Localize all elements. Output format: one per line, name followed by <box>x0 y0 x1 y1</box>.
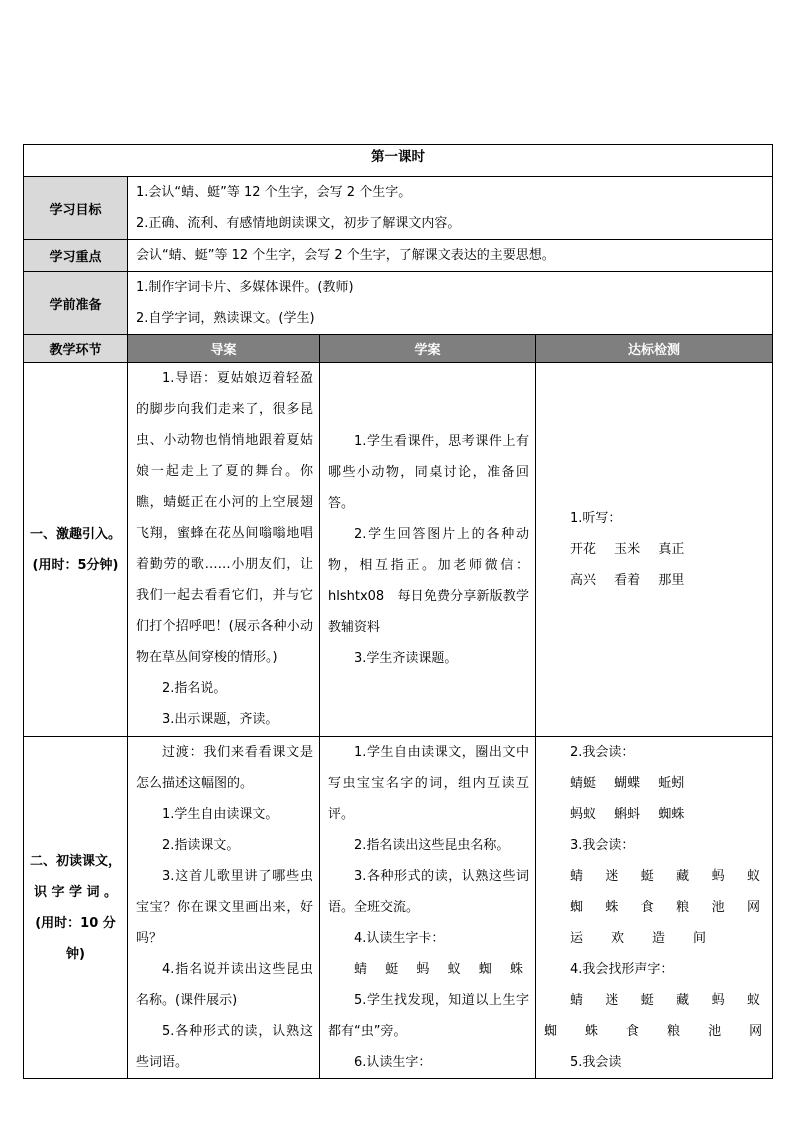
char-row <box>544 923 766 954</box>
char: 蚂 <box>711 993 725 1008</box>
char-card: 蚂 <box>416 962 430 977</box>
word: 蜻蜓 <box>570 776 597 791</box>
word-row <box>544 799 766 830</box>
focus-text: 会认“蜻、蜓”等 12 个生字，会写 2 个生字，了解课文表达的主要思想。 <box>136 248 555 263</box>
char-card: 蜘 <box>478 962 492 977</box>
header-stage: 教学环节 <box>24 335 128 363</box>
char-card-row <box>328 954 529 985</box>
stage-1-check <box>536 363 773 737</box>
char: 蜻 <box>570 993 584 1008</box>
check-heading: 1.听写： <box>570 511 622 526</box>
check-heading: 2.我会读： <box>570 745 635 760</box>
char: 网 <box>749 1024 763 1039</box>
study-paragraph: 1.学生看课件，思考课件上有哪些小动物，同桌讨论，准备回答。 <box>328 433 529 511</box>
char: 欢 <box>611 931 625 946</box>
goals-content <box>128 177 773 240</box>
lesson-plan-table <box>23 144 773 1079</box>
stage-2-line: (用时：10 分 <box>35 915 116 931</box>
char: 食 <box>640 900 654 915</box>
char: 粮 <box>667 1024 681 1039</box>
study-paragraph: 6.认读生字： <box>354 1055 432 1070</box>
dictation-row <box>544 534 766 565</box>
guide-paragraph: 1.学生自由读课文。 <box>162 807 279 822</box>
char: 蜓 <box>640 993 654 1008</box>
guide-paragraph: 1.导语：夏姑娘迈着轻盈的脚步向我们走来了，很多昆虫、小动物也悄悄地跟着夏姑娘一起走上了夏的舞台。你瞧，蜻蜓正在小河的上空展翅飞翔，蜜蜂在花丛间嗡嗡地唱着勤劳的歌……小朋友们，让我们一起去看看它们，并与它们打个招呼吧！(展示各种小动物在草丛间穿梭的情形。) <box>136 371 313 665</box>
char-card: 蜓 <box>385 962 399 977</box>
char: 蜻 <box>570 869 584 884</box>
check-heading: 4.我会找形声字： <box>570 962 674 977</box>
prep-label: 学前准备 <box>24 272 128 335</box>
focus-content <box>128 240 773 272</box>
char: 造 <box>652 931 666 946</box>
stage-2-line: 二、初读课文， <box>29 853 121 869</box>
dictation-word: 开花 <box>570 542 597 557</box>
dictation-word: 高兴 <box>570 573 597 588</box>
study-paragraph: 5.学生找发现，知道以上生字都有“虫”旁。 <box>328 993 529 1039</box>
guide-paragraph: 2.指名说。 <box>162 681 227 696</box>
char: 蛛 <box>585 1024 599 1039</box>
char-card: 蜻 <box>354 962 368 977</box>
prep-content <box>128 272 773 335</box>
char-row <box>544 1016 766 1047</box>
char: 运 <box>570 931 584 946</box>
stage-2-study <box>320 737 536 1079</box>
word: 蚂蚁 <box>570 807 597 822</box>
goals-label: 学习目标 <box>24 177 128 240</box>
guide-paragraph: 4.指名说并读出这些昆虫名称。(课件展示) <box>136 962 313 1008</box>
stage-1-line: 一、激趣引入。 <box>29 526 121 542</box>
char: 网 <box>746 900 760 915</box>
check-heading: 5.我会读 <box>570 1055 622 1070</box>
study-paragraph: 2.指名读出这些昆虫名称。 <box>354 838 510 853</box>
char: 蜘 <box>544 1024 558 1039</box>
char: 蛛 <box>605 900 619 915</box>
focus-label: 学习重点 <box>24 240 128 272</box>
prep-line: 2.自学字词，熟读课文。(学生) <box>136 311 315 326</box>
guide-paragraph: 2.指读课文。 <box>162 838 240 853</box>
dictation-word: 那里 <box>658 573 685 588</box>
char: 粮 <box>676 900 690 915</box>
char: 食 <box>626 1024 640 1039</box>
guide-paragraph: 5.各种形式的读，认熟这些词语。 <box>136 1024 313 1070</box>
dictation-word: 看着 <box>614 573 641 588</box>
char: 蚂 <box>711 869 725 884</box>
guide-paragraph: 过渡：我们来看看课文是怎么描述这幅图的。 <box>136 745 313 791</box>
stage-1-line: (用时：5分钟) <box>32 557 119 573</box>
char: 藏 <box>676 993 690 1008</box>
char: 藏 <box>676 869 690 884</box>
goal-line: 1.会认“蜻、蜓”等 12 个生字，会写 2 个生字。 <box>136 185 412 200</box>
prep-line: 1.制作字词卡片、多媒体课件。(教师) <box>136 280 354 295</box>
check-heading: 3.我会读： <box>570 838 635 853</box>
char: 蚁 <box>746 993 760 1008</box>
study-paragraph: 3.学生齐读课题。 <box>354 650 458 666</box>
study-paragraph: 2.学生回答图片上的各种动物，相互指正。加老师微信：hlshtx08 每日免费分享新版教学教辅资料 <box>328 526 529 635</box>
word: 蚯蚓 <box>658 776 685 791</box>
char-row <box>544 861 766 892</box>
stage-2-check <box>536 737 773 1079</box>
char-card: 蛛 <box>509 962 523 977</box>
char: 蜓 <box>640 869 654 884</box>
char-card: 蚁 <box>447 962 461 977</box>
char-row <box>544 985 766 1016</box>
study-paragraph: 3.各种形式的读，认熟这些词语。全班交流。 <box>328 869 529 915</box>
stage-1-study <box>320 363 536 737</box>
study-paragraph: 4.认读生字卡： <box>354 931 445 946</box>
char: 迷 <box>605 993 619 1008</box>
word-row <box>544 768 766 799</box>
char: 迷 <box>605 869 619 884</box>
char: 池 <box>711 900 725 915</box>
guide-paragraph: 3.这首儿歌里讲了哪些虫宝宝？你在课文里画出来，好吗？ <box>136 869 313 946</box>
stage-2-line: 钟) <box>66 946 85 962</box>
word: 蝌蚪 <box>614 807 641 822</box>
stage-2-label <box>24 737 128 1079</box>
stage-1-guide <box>128 363 320 737</box>
study-paragraph: 1.学生自由读课文，圈出文中写虫宝宝名字的词，组内互读互评。 <box>328 745 529 822</box>
dictation-word: 真正 <box>658 542 685 557</box>
char: 池 <box>708 1024 722 1039</box>
char: 蚁 <box>746 869 760 884</box>
char: 间 <box>693 931 707 946</box>
char: 蜘 <box>570 900 584 915</box>
goal-line: 2.正确、流利、有感情地朗读课文，初步了解课文内容。 <box>136 216 461 231</box>
stage-2-line: 识 字 学 词 。 <box>33 884 118 900</box>
word: 蝴蝶 <box>614 776 641 791</box>
word: 蜘蛛 <box>658 807 685 822</box>
dictation-row <box>544 565 766 596</box>
header-guide: 导案 <box>128 335 320 363</box>
stage-2-guide <box>128 737 320 1079</box>
char-row <box>544 892 766 923</box>
stage-1-label <box>24 363 128 737</box>
header-check: 达标检测 <box>536 335 773 363</box>
guide-paragraph: 3.出示课题，齐读。 <box>162 712 279 727</box>
header-study: 学案 <box>320 335 536 363</box>
dictation-word: 玉米 <box>614 542 641 557</box>
lesson-title: 第一课时 <box>24 145 773 177</box>
